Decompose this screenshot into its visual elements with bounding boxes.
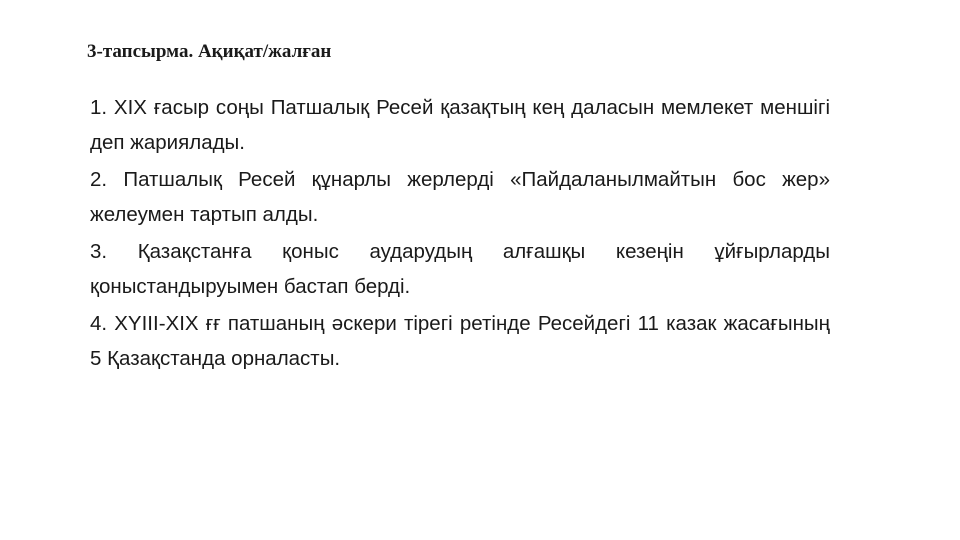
statement-1: 1. XIX ғасыр соңы Патшалық Ресей қазақтың кең даласын мемлекет меншігі деп жариялады. xyxy=(90,96,830,154)
statement-2: 2. Патшалық Ресей құнарлы жерлерді «Пайдаланылмайтын бос жер» желеумен тартып алды. xyxy=(90,168,830,226)
statement-3: 3. Қазақстанға қоныс аударудың алғашқы кезеңін ұйғырларды қоныстандыруымен бастап берді. xyxy=(90,240,830,298)
slide-title: 3-тапсырма. Ақиқат/жалған xyxy=(87,41,332,62)
statement-list xyxy=(90,90,830,378)
statement-4: 4. XYIII-XIX ғғ патшаның әскери тірегі ретінде Ресейдегі 11 казак жасағының 5 Қазақстанда орналасты. xyxy=(90,312,830,370)
